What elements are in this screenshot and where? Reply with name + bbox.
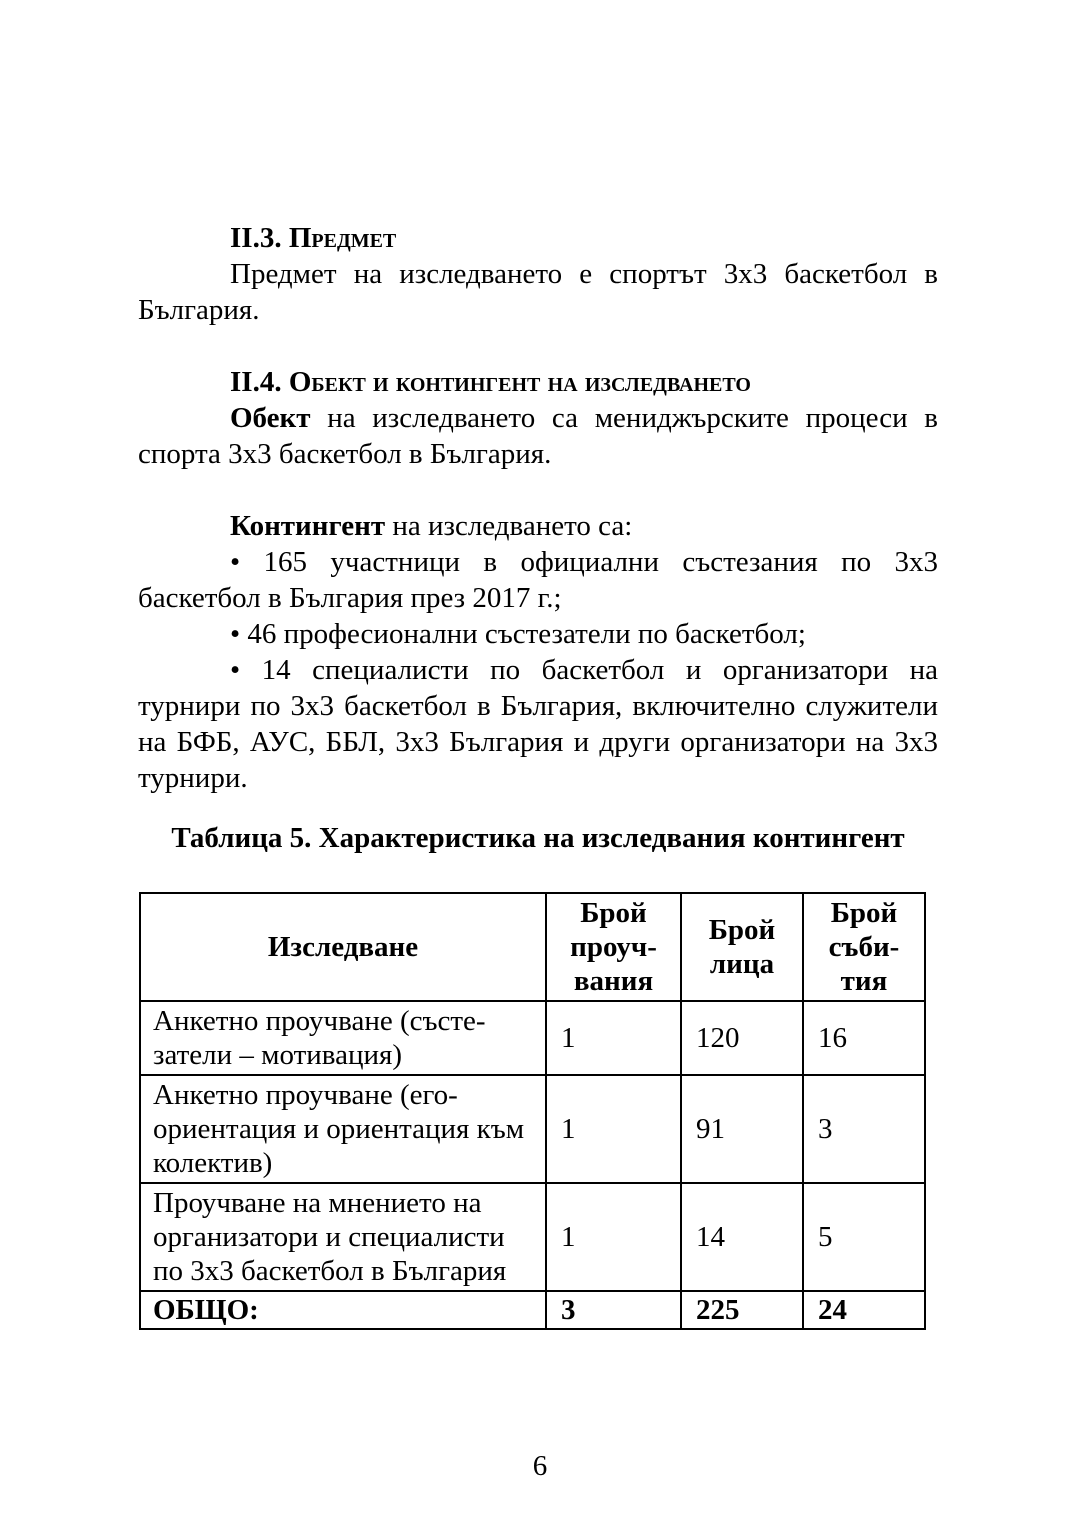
table-cell: 120 (681, 1001, 803, 1075)
total-label: ОБЩО: (140, 1291, 546, 1329)
section-heading-2-3 (138, 220, 938, 256)
header-cell: Изследване (140, 893, 546, 1001)
table-caption: Таблица 5. Характеристика на изследвания контингент (171, 822, 905, 854)
table-cell: Анкетно проучване (его-ориентация и ориентация към колектив) (140, 1075, 546, 1183)
table-cell: Анкетно проучване (състе-затели – мотивация) (140, 1001, 546, 1075)
section-title: Обект и контингент на изследването (288, 366, 751, 398)
bullet-item: • 165 участници в официални състезания по 3х3 баскетбол в България през 2017 г.; (138, 546, 938, 614)
bullet-item: • 14 специалисти по баскетбол и организатори на турнири по 3х3 баскетбол в България, включително служители на БФБ, АУС, ББЛ, 3х3 България и други организатори на 3х3 турнири. (138, 654, 938, 794)
header-cell: Брой лица (681, 893, 803, 1001)
total-cell: 225 (681, 1291, 803, 1329)
table-cell: 1 (546, 1001, 681, 1075)
section-paragraph: Предмет на изследването е спортът 3х3 баскетбол в България. (138, 258, 938, 326)
total-cell: 24 (803, 1291, 925, 1329)
table-cell: 14 (681, 1183, 803, 1291)
object-paragraph (138, 400, 938, 472)
object-term: Обект (230, 402, 311, 434)
total-cell: 3 (546, 1291, 681, 1329)
table-cell: 3 (803, 1075, 925, 1183)
table-cell: 5 (803, 1183, 925, 1291)
header-cell: Брой съби-тия (803, 893, 925, 1001)
object-text: на изследването са мениджърските процеси в спорта 3х3 баскетбол в България. (138, 402, 938, 470)
page-number: 6 (532, 1450, 548, 1482)
contingent-text: на изследването са: (385, 510, 633, 542)
bullet-item: • 46 професионални състезатели по баскетбол; (230, 618, 806, 650)
contingent-table (139, 892, 926, 1330)
contingent-term: Контингент (230, 510, 386, 542)
table-row (140, 1001, 925, 1075)
table-row (140, 1075, 925, 1183)
section-title: Предмет (288, 222, 397, 254)
document-body (138, 220, 938, 796)
table-cell: 1 (546, 1183, 681, 1291)
table-total-row (140, 1291, 925, 1329)
table-header-row (140, 893, 925, 1001)
table-cell: 16 (803, 1001, 925, 1075)
table-row (140, 1183, 925, 1291)
header-cell: Брой проуч-вания (546, 893, 681, 1001)
table-cell: 1 (546, 1075, 681, 1183)
table-cell: Проучване на мнението на организатори и специалисти по 3х3 баскетбол в България (140, 1183, 546, 1291)
table-cell: 91 (681, 1075, 803, 1183)
section-number: II.4. (230, 366, 282, 398)
section-heading-2-4 (138, 364, 938, 400)
section-number: II.3. (230, 222, 282, 254)
contingent-paragraph (138, 508, 938, 544)
